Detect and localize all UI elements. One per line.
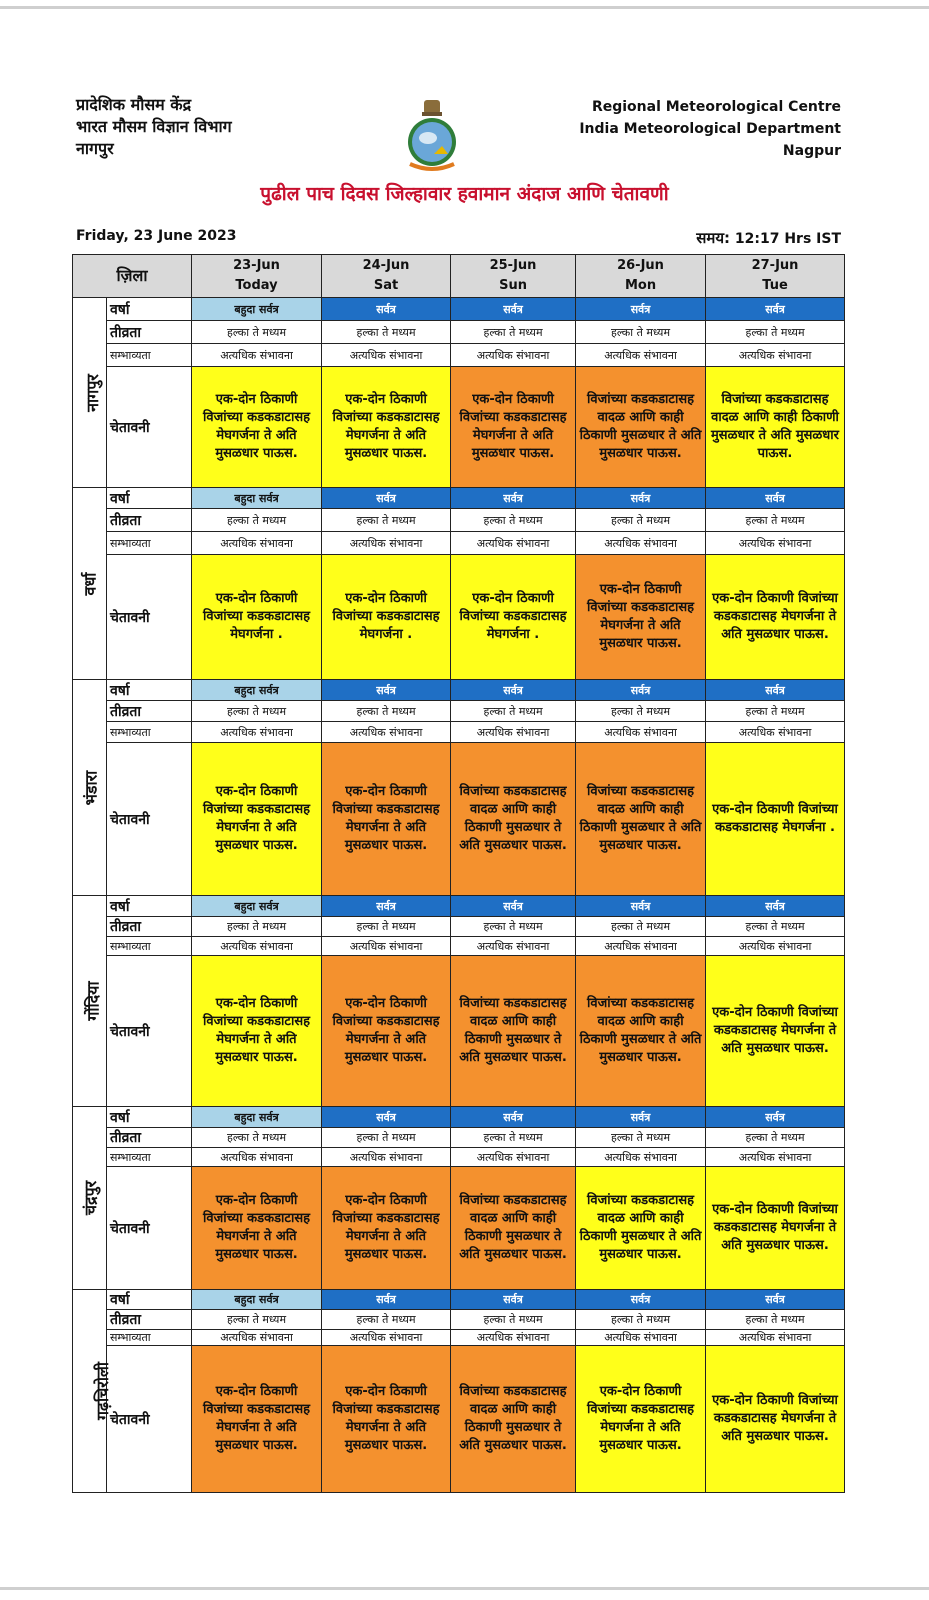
row-label-probability: सम्भाव्यता	[107, 532, 192, 555]
district-row-probability	[73, 1148, 845, 1167]
warning-cell: एक-दोन ठिकाणी विजांच्या कडकडाटासह मेघगर्जना .	[451, 555, 576, 680]
intensity-cell: हल्का ते मध्यम	[322, 509, 451, 532]
district-row-rain	[73, 1107, 845, 1128]
warning-cell: एक-दोन ठिकाणी विजांच्या कडकडाटासह मेघगर्जना .	[706, 743, 845, 896]
page-title: पुढील पाच दिवस जिल्हावार हवामान अंदाज आणि चेतावणी	[260, 183, 669, 205]
row-label-intensity: तीव्रता	[107, 917, 192, 937]
row-label-warning: चेतावनी	[107, 1346, 192, 1493]
district-name: भंडारा	[81, 770, 101, 805]
district-name-cell	[73, 896, 107, 1107]
rain-cell: बहुदा सर्वत्र	[192, 680, 322, 701]
rain-cell: सर्वत्र	[576, 1107, 706, 1128]
probability-cell: अत्यधिक संभावना	[451, 1148, 576, 1167]
intensity-cell: हल्का ते मध्यम	[576, 509, 706, 532]
district-name: वर्धा	[80, 572, 100, 595]
row-label-warning: चेतावनी	[107, 956, 192, 1107]
header-right-line: India Meteorological Department	[579, 121, 841, 137]
district-row-probability	[73, 344, 845, 367]
header-right-line: Regional Meteorological Centre	[591, 99, 841, 115]
row-label-warning: चेतावनी	[107, 743, 192, 896]
probability-cell: अत्यधिक संभावना	[322, 722, 451, 743]
row-label-intensity: तीव्रता	[107, 701, 192, 722]
row-label-rain: वर्षा	[107, 896, 192, 917]
intensity-cell: हल्का ते मध्यम	[192, 1128, 322, 1148]
forecast-table	[72, 254, 845, 1493]
rain-cell: सर्वत्र	[451, 1107, 576, 1128]
rain-cell: सर्वत्र	[706, 1290, 845, 1310]
rain-cell: सर्वत्र	[451, 896, 576, 917]
probability-cell: अत्यधिक संभावना	[322, 532, 451, 555]
intensity-cell: हल्का ते मध्यम	[192, 917, 322, 937]
warning-cell: एक-दोन ठिकाणी विजांच्या कडकडाटासह मेघगर्जना ते अति मुसळधार पाऊस.	[706, 1167, 845, 1290]
intensity-cell: हल्का ते मध्यम	[451, 321, 576, 344]
intensity-cell: हल्का ते मध्यम	[451, 701, 576, 722]
district-row-rain	[73, 298, 845, 321]
intensity-cell: हल्का ते मध्यम	[576, 1310, 706, 1330]
warning-cell: एक-दोन ठिकाणी विजांच्या कडकडाटासह मेघगर्जना ते अति मुसळधार पाऊस.	[706, 956, 845, 1107]
district-row-warning	[73, 367, 845, 488]
intensity-cell: हल्का ते मध्यम	[706, 321, 845, 344]
warning-cell: विजांच्या कडकडाटासह वादळ आणि काही ठिकाणी मुसळधार ते अति मुसळधार पाऊस.	[451, 956, 576, 1107]
probability-cell: अत्यधिक संभावना	[576, 722, 706, 743]
row-label-intensity: तीव्रता	[107, 1310, 192, 1330]
intensity-cell: हल्का ते मध्यम	[451, 917, 576, 937]
day-name: Sat	[373, 278, 399, 293]
header-left-line: नागपुर	[76, 139, 114, 158]
probability-cell: अत्यधिक संभावना	[576, 1330, 706, 1346]
bottom-border	[0, 1587, 929, 1590]
report-time	[696, 228, 841, 248]
row-label-probability: सम्भाव्यता	[107, 1148, 192, 1167]
warning-cell: एक-दोन ठिकाणी विजांच्या कडकडाटासह मेघगर्जना ते अति मुसळधार पाऊस.	[576, 1346, 706, 1493]
row-label-probability: सम्भाव्यता	[107, 1330, 192, 1346]
day-name: Today	[235, 278, 278, 293]
warning-cell: एक-दोन ठिकाणी विजांच्या कडकडाटासह मेघगर्जना ते अति मुसळधार पाऊस.	[322, 1346, 451, 1493]
rain-cell: सर्वत्र	[451, 680, 576, 701]
district-row-rain	[73, 896, 845, 917]
intensity-cell: हल्का ते मध्यम	[576, 1128, 706, 1148]
header-left	[76, 94, 232, 160]
header-left-line: प्रादेशिक मौसम केंद्र	[76, 95, 192, 114]
probability-cell: अत्यधिक संभावना	[192, 1330, 322, 1346]
probability-cell: अत्यधिक संभावना	[322, 344, 451, 367]
day-name: Tue	[762, 278, 788, 293]
warning-cell: एक-दोन ठिकाणी विजांच्या कडकडाटासह मेघगर्जना ते अति मुसळधार पाऊस.	[451, 367, 576, 488]
probability-cell: अत्यधिक संभावना	[192, 937, 322, 956]
row-label-rain: वर्षा	[107, 298, 192, 321]
district-name: चंद्रपुर	[81, 1180, 101, 1216]
rain-cell: बहुदा सर्वत्र	[192, 1107, 322, 1128]
day-date: 27-Jun	[751, 258, 799, 273]
rain-cell: सर्वत्र	[322, 680, 451, 701]
rain-cell: सर्वत्र	[706, 488, 845, 509]
intensity-cell: हल्का ते मध्यम	[706, 1128, 845, 1148]
intensity-cell: हल्का ते मध्यम	[192, 701, 322, 722]
district-name-cell	[73, 1107, 107, 1290]
warning-cell: विजांच्या कडकडाटासह वादळ आणि काही ठिकाणी मुसळधार ते अति मुसळधार पाऊस.	[706, 367, 845, 488]
time-value: 12:17 Hrs IST	[734, 231, 841, 247]
district-name-cell	[73, 1290, 113, 1493]
warning-cell: एक-दोन ठिकाणी विजांच्या कडकडाटासह मेघगर्जना ते अति मुसळधार पाऊस.	[706, 555, 845, 680]
intensity-cell: हल्का ते मध्यम	[706, 509, 845, 532]
warning-cell: विजांच्या कडकडाटासह वादळ आणि काही ठिकाणी मुसळधार ते अति मुसळधार पाऊस.	[576, 743, 706, 896]
probability-cell: अत्यधिक संभावना	[451, 1330, 576, 1346]
district-row-probability	[73, 722, 845, 743]
row-label-warning: चेतावनी	[107, 1167, 192, 1290]
rain-cell: सर्वत्र	[451, 488, 576, 509]
row-label-probability: सम्भाव्यता	[107, 937, 192, 956]
intensity-cell: हल्का ते मध्यम	[576, 701, 706, 722]
probability-cell: अत्यधिक संभावना	[451, 937, 576, 956]
report-date: Friday, 23 June 2023	[76, 228, 237, 244]
probability-cell: अत्यधिक संभावना	[576, 532, 706, 555]
row-label-warning: चेतावनी	[107, 555, 192, 680]
district-row-probability	[73, 1330, 845, 1346]
warning-cell: एक-दोन ठिकाणी विजांच्या कडकडाटासह मेघगर्जना ते अति मुसळधार पाऊस.	[706, 1346, 845, 1493]
warning-cell: एक-दोन ठिकाणी विजांच्या कडकडाटासह मेघगर्जना ते अति मुसळधार पाऊस.	[192, 367, 322, 488]
rain-cell: सर्वत्र	[576, 488, 706, 509]
probability-cell: अत्यधिक संभावना	[192, 344, 322, 367]
rain-cell: सर्वत्र	[322, 1107, 451, 1128]
probability-cell: अत्यधिक संभावना	[706, 1148, 845, 1167]
rain-cell: सर्वत्र	[322, 488, 451, 509]
day-date: 25-Jun	[489, 258, 537, 273]
district-row-probability	[73, 937, 845, 956]
district-row-warning	[73, 1167, 845, 1290]
warning-cell: विजांच्या कडकडाटासह वादळ आणि काही ठिकाणी मुसळधार ते अति मुसळधार पाऊस.	[451, 1167, 576, 1290]
intensity-cell: हल्का ते मध्यम	[192, 1310, 322, 1330]
district-column-header: ज़िला	[73, 255, 192, 298]
rain-cell: बहुदा सर्वत्र	[192, 488, 322, 509]
rain-cell: सर्वत्र	[451, 298, 576, 321]
intensity-cell: हल्का ते मध्यम	[706, 701, 845, 722]
row-label-probability: सम्भाव्यता	[107, 344, 192, 367]
district-row-warning	[73, 956, 845, 1107]
warning-cell: एक-दोन ठिकाणी विजांच्या कडकडाटासह मेघगर्जना ते अति मुसळधार पाऊस.	[192, 1346, 322, 1493]
rain-cell: सर्वत्र	[576, 1290, 706, 1310]
district-row-intensity	[73, 321, 845, 344]
probability-cell: अत्यधिक संभावना	[192, 1148, 322, 1167]
intensity-cell: हल्का ते मध्यम	[451, 509, 576, 532]
day-date: 23-Jun	[233, 258, 280, 273]
header-left-line: भारत मौसम विज्ञान विभाग	[76, 117, 232, 136]
probability-cell: अत्यधिक संभावना	[322, 1148, 451, 1167]
day-name: Sun	[499, 278, 527, 293]
warning-cell: एक-दोन ठिकाणी विजांच्या कडकडाटासह मेघगर्जना .	[192, 555, 322, 680]
row-label-rain: वर्षा	[107, 680, 192, 701]
rain-cell: सर्वत्र	[576, 298, 706, 321]
row-label-intensity: तीव्रता	[107, 1128, 192, 1148]
day-header	[576, 255, 706, 298]
district-row-intensity	[73, 509, 845, 532]
intensity-cell: हल्का ते मध्यम	[322, 701, 451, 722]
day-header	[706, 255, 845, 298]
district-row-intensity	[73, 917, 845, 937]
district-row-warning	[73, 555, 845, 680]
intensity-cell: हल्का ते मध्यम	[451, 1310, 576, 1330]
district-name: गोंदिया	[83, 981, 103, 1021]
day-header	[192, 255, 322, 298]
rain-cell: सर्वत्र	[706, 1107, 845, 1128]
day-header	[451, 255, 576, 298]
top-border	[0, 6, 929, 9]
probability-cell: अत्यधिक संभावना	[576, 1148, 706, 1167]
district-row-rain	[73, 1290, 845, 1310]
warning-cell: विजांच्या कडकडाटासह वादळ आणि काही ठिकाणी मुसळधार ते अति मुसळधार पाऊस.	[451, 1346, 576, 1493]
probability-cell: अत्यधिक संभावना	[192, 722, 322, 743]
intensity-cell: हल्का ते मध्यम	[322, 321, 451, 344]
probability-cell: अत्यधिक संभावना	[451, 344, 576, 367]
intensity-cell: हल्का ते मध्यम	[706, 1310, 845, 1330]
district-row-rain	[73, 488, 845, 509]
imd-emblem-icon	[404, 98, 460, 176]
intensity-cell: हल्का ते मध्यम	[576, 917, 706, 937]
row-label-intensity: तीव्रता	[107, 509, 192, 532]
row-label-probability: सम्भाव्यता	[107, 722, 192, 743]
rain-cell: सर्वत्र	[322, 1290, 451, 1310]
district-row-intensity	[73, 1128, 845, 1148]
rain-cell: बहुदा सर्वत्र	[192, 1290, 322, 1310]
probability-cell: अत्यधिक संभावना	[706, 532, 845, 555]
warning-cell: विजांच्या कडकडाटासह वादळ आणि काही ठिकाणी मुसळधार ते अति मुसळधार पाऊस.	[576, 367, 706, 488]
warning-cell: एक-दोन ठिकाणी विजांच्या कडकडाटासह मेघगर्जना ते अति मुसळधार पाऊस.	[322, 1167, 451, 1290]
row-label-rain: वर्षा	[107, 1290, 192, 1310]
rain-cell: सर्वत्र	[706, 298, 845, 321]
rain-cell: सर्वत्र	[322, 896, 451, 917]
rain-cell: सर्वत्र	[576, 896, 706, 917]
district-row-probability	[73, 532, 845, 555]
warning-cell: एक-दोन ठिकाणी विजांच्या कडकडाटासह मेघगर्जना ते अति मुसळधार पाऊस.	[576, 555, 706, 680]
probability-cell: अत्यधिक संभावना	[576, 344, 706, 367]
intensity-cell: हल्का ते मध्यम	[451, 1128, 576, 1148]
district-name-cell	[73, 298, 107, 488]
warning-cell: एक-दोन ठिकाणी विजांच्या कडकडाटासह मेघगर्जना .	[322, 555, 451, 680]
warning-cell: एक-दोन ठिकाणी विजांच्या कडकडाटासह मेघगर्जना ते अति मुसळधार पाऊस.	[192, 743, 322, 896]
probability-cell: अत्यधिक संभावना	[192, 532, 322, 555]
warning-cell: एक-दोन ठिकाणी विजांच्या कडकडाटासह मेघगर्जना ते अति मुसळधार पाऊस.	[322, 367, 451, 488]
intensity-cell: हल्का ते मध्यम	[576, 321, 706, 344]
district-name: गढ़चिरोली	[93, 1361, 113, 1421]
district-name-cell	[73, 488, 107, 680]
header-right	[579, 96, 841, 162]
intensity-cell: हल्का ते मध्यम	[322, 1310, 451, 1330]
intensity-cell: हल्का ते मध्यम	[192, 321, 322, 344]
district-name-cell	[73, 680, 107, 896]
warning-cell: विजांच्या कडकडाटासह वादळ आणि काही ठिकाणी मुसळधार ते अति मुसळधार पाऊस.	[576, 1167, 706, 1290]
header-row	[73, 255, 845, 298]
header-right-line: Nagpur	[782, 143, 841, 159]
rain-cell: बहुदा सर्वत्र	[192, 896, 322, 917]
probability-cell: अत्यधिक संभावना	[706, 1330, 845, 1346]
time-label: समय:	[696, 229, 731, 247]
probability-cell: अत्यधिक संभावना	[451, 722, 576, 743]
probability-cell: अत्यधिक संभावना	[706, 722, 845, 743]
district-row-intensity	[73, 1310, 845, 1330]
row-label-rain: वर्षा	[107, 1107, 192, 1128]
rain-cell: सर्वत्र	[576, 680, 706, 701]
warning-cell: एक-दोन ठिकाणी विजांच्या कडकडाटासह मेघगर्जना ते अति मुसळधार पाऊस.	[192, 1167, 322, 1290]
probability-cell: अत्यधिक संभावना	[322, 937, 451, 956]
district-row-warning	[73, 743, 845, 896]
row-label-rain: वर्षा	[107, 488, 192, 509]
probability-cell: अत्यधिक संभावना	[322, 1330, 451, 1346]
intensity-cell: हल्का ते मध्यम	[706, 917, 845, 937]
rain-cell: सर्वत्र	[706, 680, 845, 701]
row-label-intensity: तीव्रता	[107, 321, 192, 344]
intensity-cell: हल्का ते मध्यम	[322, 917, 451, 937]
warning-cell: एक-दोन ठिकाणी विजांच्या कडकडाटासह मेघगर्जना ते अति मुसळधार पाऊस.	[192, 956, 322, 1107]
warning-cell: एक-दोन ठिकाणी विजांच्या कडकडाटासह मेघगर्जना ते अति मुसळधार पाऊस.	[322, 743, 451, 896]
rain-cell: सर्वत्र	[706, 896, 845, 917]
row-label-warning: चेतावनी	[107, 367, 192, 488]
day-name: Mon	[624, 278, 657, 293]
district-row-intensity	[73, 701, 845, 722]
district-row-rain	[73, 680, 845, 701]
warning-cell: विजांच्या कडकडाटासह वादळ आणि काही ठिकाणी मुसळधार ते अति मुसळधार पाऊस.	[576, 956, 706, 1107]
day-header	[322, 255, 451, 298]
intensity-cell: हल्का ते मध्यम	[192, 509, 322, 532]
day-date: 24-Jun	[362, 258, 410, 273]
district-row-warning	[73, 1346, 845, 1493]
warning-cell: विजांच्या कडकडाटासह वादळ आणि काही ठिकाणी मुसळधार ते अति मुसळधार पाऊस.	[451, 743, 576, 896]
rain-cell: सर्वत्र	[451, 1290, 576, 1310]
intensity-cell: हल्का ते मध्यम	[322, 1128, 451, 1148]
warning-cell: एक-दोन ठिकाणी विजांच्या कडकडाटासह मेघगर्जना ते अति मुसळधार पाऊस.	[322, 956, 451, 1107]
probability-cell: अत्यधिक संभावना	[706, 344, 845, 367]
rain-cell: बहुदा सर्वत्र	[192, 298, 322, 321]
probability-cell: अत्यधिक संभावना	[451, 532, 576, 555]
probability-cell: अत्यधिक संभावना	[706, 937, 845, 956]
rain-cell: सर्वत्र	[322, 298, 451, 321]
probability-cell: अत्यधिक संभावना	[576, 937, 706, 956]
district-name: नागपुर	[82, 373, 102, 412]
day-date: 26-Jun	[617, 258, 664, 273]
